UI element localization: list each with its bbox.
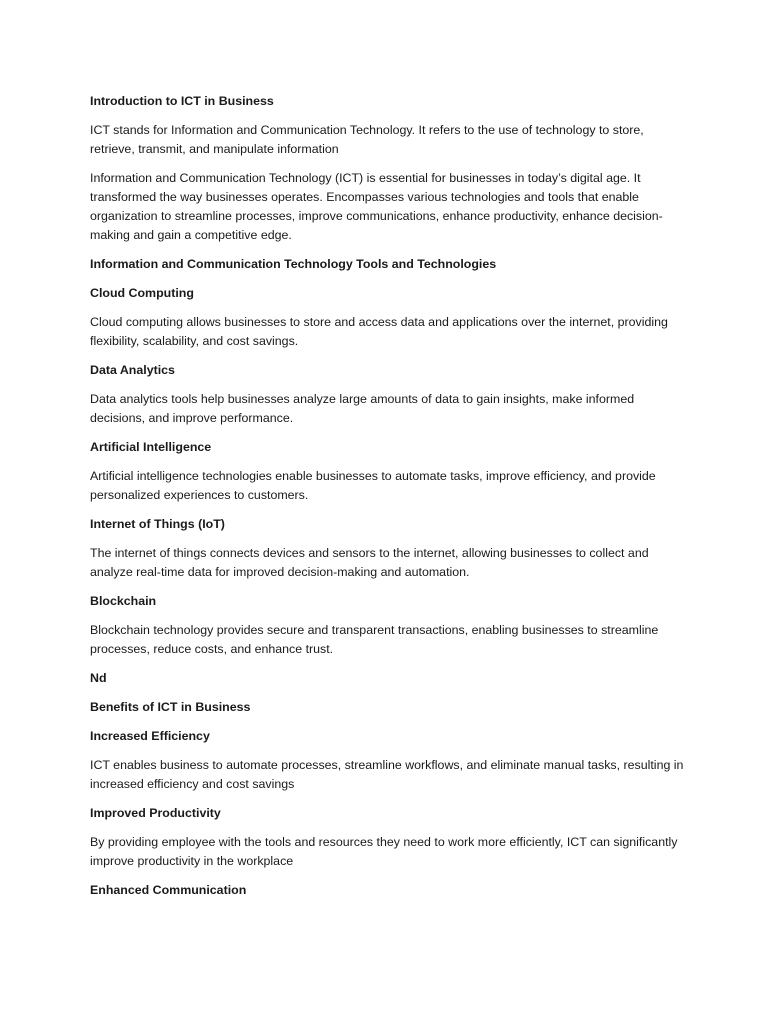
heading-blockchain: Blockchain xyxy=(90,594,157,608)
heading-increased-efficiency: Increased Efficiency xyxy=(90,729,210,743)
paragraph-ict-importance: Information and Communication Technology (ICT) is essential for businesses in today’s digital age. It transformed the way businesses operates. Encompasses various technologies and tools that enable organization to streamline processes, improve communications, enhance productivity, enhance decision-making and gain a competitive edge. xyxy=(90,171,663,242)
heading-nd: Nd xyxy=(90,671,107,685)
paragraph-blockchain: Blockchain technology provides secure and transparent transactions, enabling businesses to streamline processes, reduce costs, and enhance trust. xyxy=(90,623,659,656)
document-body xyxy=(90,92,690,910)
paragraph-ict-definition: ICT stands for Information and Communication Technology. It refers to the use of technology to store, retrieve, transmit, and manipulate information xyxy=(90,123,644,156)
heading-cloud-computing: Cloud Computing xyxy=(90,286,194,300)
heading-benefits: Benefits of ICT in Business xyxy=(90,700,251,714)
heading-artificial-intelligence: Artificial Intelligence xyxy=(90,440,212,454)
heading-improved-productivity: Improved Productivity xyxy=(90,806,221,820)
paragraph-artificial-intelligence: Artificial intelligence technologies enable businesses to automate tasks, improve efficiency, and provide personalized experiences to customers. xyxy=(90,469,656,502)
heading-tools-technologies: Information and Communication Technology Tools and Technologies xyxy=(90,257,497,271)
paragraph-data-analytics: Data analytics tools help businesses analyze large amounts of data to gain insights, make informed decisions, and improve performance. xyxy=(90,392,635,425)
heading-introduction: Introduction to ICT in Business xyxy=(90,94,274,108)
heading-data-analytics: Data Analytics xyxy=(90,363,175,377)
heading-internet-of-things: Internet of Things (IoT) xyxy=(90,517,225,531)
paragraph-increased-efficiency: ICT enables business to automate processes, streamline workflows, and eliminate manual tasks, resulting in increased efficiency and cost savings xyxy=(90,758,684,791)
heading-enhanced-communication: Enhanced Communication xyxy=(90,883,247,897)
paragraph-cloud-computing: Cloud computing allows businesses to store and access data and applications over the internet, providing flexibility, scalability, and cost savings. xyxy=(90,315,668,348)
paragraph-internet-of-things: The internet of things connects devices and sensors to the internet, allowing businesses to collect and analyze real-time data for improved decision-making and automation. xyxy=(90,546,649,579)
paragraph-improved-productivity: By providing employee with the tools and resources they need to work more efficiently, ICT can significantly improve productivity in the workplace xyxy=(90,835,678,868)
